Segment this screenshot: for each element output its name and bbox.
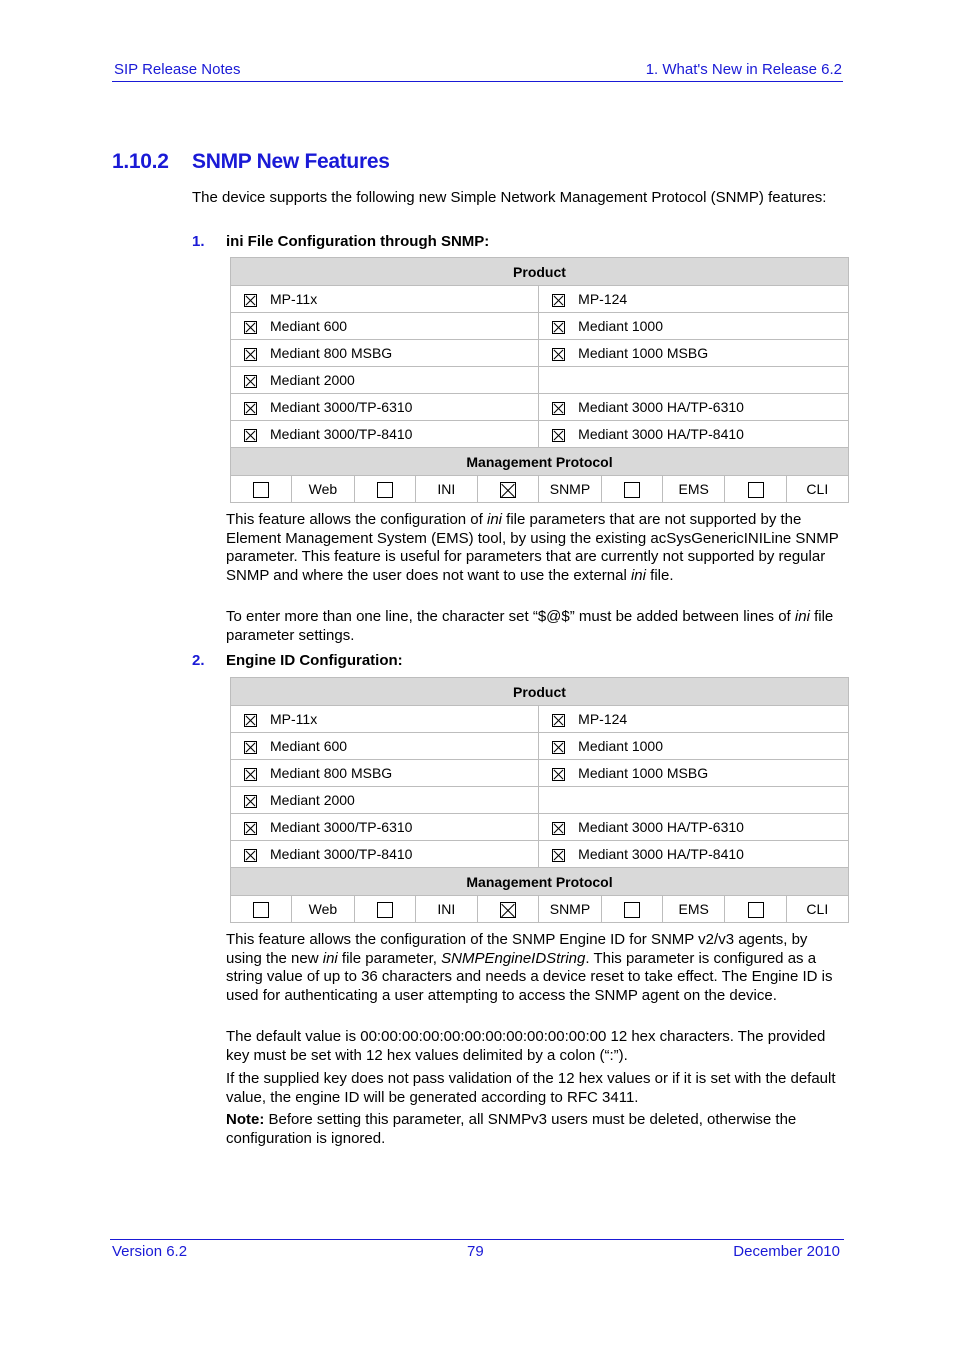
protocol-label: EMS bbox=[663, 476, 725, 503]
checked-box-icon bbox=[244, 822, 257, 835]
protocol-checkbox-cell bbox=[477, 476, 538, 503]
empty-box-icon bbox=[377, 902, 393, 918]
product-cell: Mediant 1000 bbox=[539, 733, 849, 760]
protocol-checkbox-cell bbox=[601, 896, 662, 923]
product-cell: Mediant 600 bbox=[231, 313, 539, 340]
intro-paragraph: The device supports the following new Simple Network Management Protocol (SNMP) features: bbox=[192, 189, 827, 206]
protocol-checkbox-cell bbox=[725, 896, 786, 923]
protocol-checkbox-cell bbox=[477, 896, 538, 923]
product-cell: Mediant 1000 MSBG bbox=[539, 760, 849, 787]
product-cell: Mediant 600 bbox=[231, 733, 539, 760]
product-cell: Mediant 3000 HA/TP-8410 bbox=[539, 421, 849, 448]
note-paragraph: Note: Before setting this parameter, all SNMPv3 users must be deleted, otherwise the configuration is ignored. bbox=[226, 1111, 797, 1147]
checked-box-icon bbox=[552, 321, 565, 334]
body-paragraph: This feature allows the configuration of ini file parameters that are not supported by the Element Management System (EMS) tool, by using the existing acSysGenericINILine SNMP parameter. This feature is useful for parameters that are currently not supported by regular SNMP and where the user does not want to use the external ini file. bbox=[226, 511, 839, 584]
note-label: Note: bbox=[226, 1111, 265, 1128]
empty-box-icon bbox=[377, 482, 393, 498]
protocol-checkbox-cell bbox=[354, 896, 415, 923]
protocol-label: SNMP bbox=[539, 476, 602, 503]
body-paragraph: This feature allows the configuration of the SNMP Engine ID for SNMP v2/v3 agents, by using the new ini file parameter, SNMPEngineIDString. This parameter is configured as a string value of up to 36 characters and needs a device reset to take effect. The Engine ID is used for authenticating a user attempting to access the SNMP agent on the device. bbox=[226, 931, 833, 1004]
footer-page-number: 79 bbox=[467, 1243, 484, 1260]
body-paragraph: The default value is 00:00:00:00:00:00:00:00:00:00:00:00 12 hex characters. The provided key must be set with 12 hex values delimited by a colon (“:”). bbox=[226, 1028, 826, 1064]
item-title: ini File Configuration through SNMP: bbox=[226, 233, 490, 250]
footer-version: Version 6.2 bbox=[112, 1243, 188, 1260]
protocol-label: INI bbox=[415, 476, 477, 503]
checked-box-icon bbox=[244, 849, 257, 862]
product-cell: Mediant 2000 bbox=[231, 787, 539, 814]
checked-box-icon bbox=[552, 768, 565, 781]
checked-box-icon bbox=[500, 482, 516, 498]
checked-box-icon bbox=[244, 429, 257, 442]
section-title: SNMP New Features bbox=[192, 150, 390, 173]
checked-box-icon bbox=[500, 902, 516, 918]
empty-product-cell bbox=[539, 787, 849, 814]
product-cell: MP-124 bbox=[539, 706, 849, 733]
item-title: Engine ID Configuration: bbox=[226, 652, 403, 669]
product-cell: Mediant 3000 HA/TP-8410 bbox=[539, 841, 849, 868]
protocol-checkbox-cell bbox=[601, 476, 662, 503]
protocol-checkbox-cell bbox=[725, 476, 786, 503]
protocol-label: SNMP bbox=[539, 896, 602, 923]
empty-box-icon bbox=[624, 482, 640, 498]
section-number: 1.10.2 bbox=[112, 150, 169, 173]
protocol-label: Web bbox=[292, 896, 354, 923]
item-number: 2. bbox=[192, 652, 205, 669]
product-cell: Mediant 1000 bbox=[539, 313, 849, 340]
body-paragraph: If the supplied key does not pass validation of the 12 hex values or if it is set with the default value, the engine ID will be generated according to RFC 3411. bbox=[226, 1070, 836, 1106]
product-cell: Mediant 3000 HA/TP-6310 bbox=[539, 814, 849, 841]
checked-box-icon bbox=[552, 741, 565, 754]
protocol-label: EMS bbox=[663, 896, 725, 923]
product-cell: Mediant 3000/TP-6310 bbox=[231, 394, 539, 421]
checked-box-icon bbox=[552, 822, 565, 835]
checked-box-icon bbox=[244, 348, 257, 361]
checked-box-icon bbox=[244, 402, 257, 415]
empty-box-icon bbox=[253, 482, 269, 498]
protocol-label: CLI bbox=[786, 476, 848, 503]
protocol-row bbox=[231, 476, 849, 503]
protocol-checkbox-cell bbox=[231, 476, 292, 503]
checked-box-icon bbox=[552, 402, 565, 415]
checked-box-icon bbox=[244, 294, 257, 307]
empty-box-icon bbox=[748, 482, 764, 498]
page-header bbox=[112, 60, 843, 82]
product-cell: MP-124 bbox=[539, 286, 849, 313]
protocol-row bbox=[231, 896, 849, 923]
product-cell: Mediant 3000 HA/TP-6310 bbox=[539, 394, 849, 421]
product-cell: MP-11x bbox=[231, 706, 539, 733]
checked-box-icon bbox=[244, 795, 257, 808]
empty-box-icon bbox=[624, 902, 640, 918]
product-cell: Mediant 3000/TP-8410 bbox=[231, 421, 539, 448]
product-cell: Mediant 1000 MSBG bbox=[539, 340, 849, 367]
checked-box-icon bbox=[244, 714, 257, 727]
product-table-1 bbox=[230, 257, 849, 503]
checked-box-icon bbox=[552, 429, 565, 442]
product-cell: Mediant 800 MSBG bbox=[231, 760, 539, 787]
header-doc-title: SIP Release Notes bbox=[114, 61, 241, 78]
checked-box-icon bbox=[552, 714, 565, 727]
protocol-header: Management Protocol bbox=[231, 448, 849, 476]
product-cell: Mediant 3000/TP-6310 bbox=[231, 814, 539, 841]
footer-date: December 2010 bbox=[733, 1243, 840, 1260]
product-cell: Mediant 2000 bbox=[231, 367, 539, 394]
checked-box-icon bbox=[552, 294, 565, 307]
checked-box-icon bbox=[244, 768, 257, 781]
checked-box-icon bbox=[552, 849, 565, 862]
protocol-checkbox-cell bbox=[354, 476, 415, 503]
checked-box-icon bbox=[244, 375, 257, 388]
checked-box-icon bbox=[244, 321, 257, 334]
item-number: 1. bbox=[192, 233, 205, 250]
section-heading bbox=[112, 150, 390, 174]
protocol-label: Web bbox=[292, 476, 354, 503]
product-cell: Mediant 800 MSBG bbox=[231, 340, 539, 367]
product-header: Product bbox=[231, 258, 849, 286]
product-header: Product bbox=[231, 678, 849, 706]
protocol-label: CLI bbox=[786, 896, 848, 923]
checked-box-icon bbox=[552, 348, 565, 361]
product-table-2 bbox=[230, 677, 849, 923]
empty-product-cell bbox=[539, 367, 849, 394]
product-cell: Mediant 3000/TP-8410 bbox=[231, 841, 539, 868]
header-chapter: 1. What's New in Release 6.2 bbox=[645, 61, 842, 78]
checked-box-icon bbox=[244, 741, 257, 754]
body-paragraph: To enter more than one line, the character set “$@$” must be added between lines of ini file parameter settings. bbox=[226, 608, 834, 644]
protocol-label: INI bbox=[415, 896, 477, 923]
empty-box-icon bbox=[748, 902, 764, 918]
protocol-header: Management Protocol bbox=[231, 868, 849, 896]
product-cell: MP-11x bbox=[231, 286, 539, 313]
empty-box-icon bbox=[253, 902, 269, 918]
protocol-checkbox-cell bbox=[231, 896, 292, 923]
page-footer bbox=[110, 1239, 844, 1260]
